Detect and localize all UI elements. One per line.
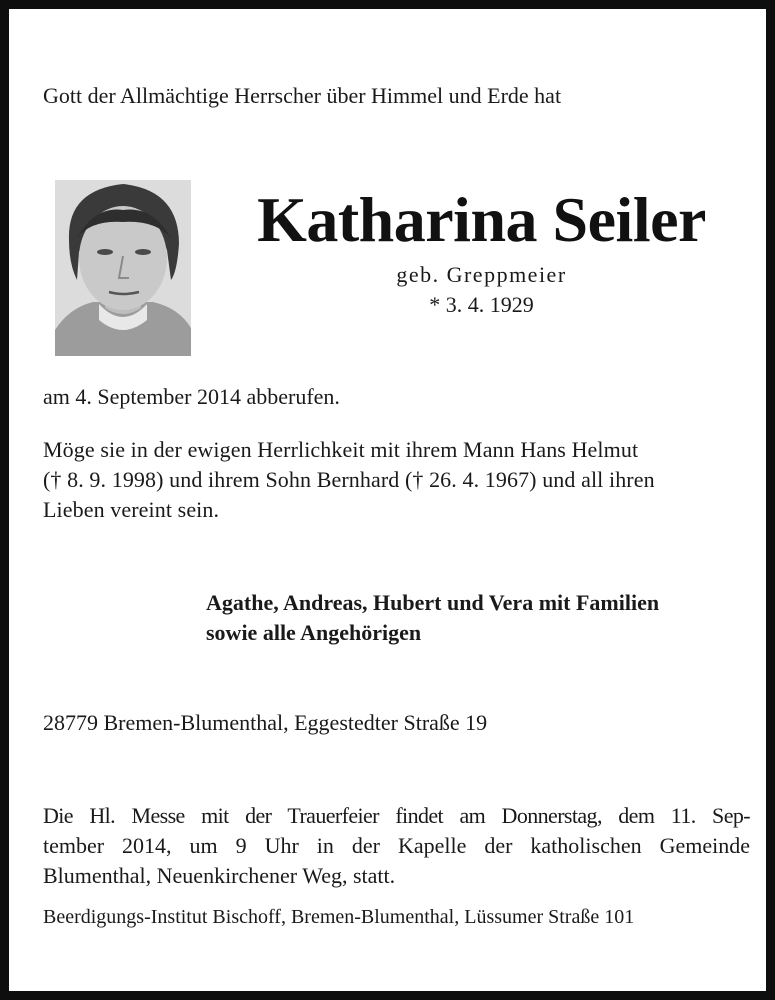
death-date-line: am 4. September 2014 abberufen.	[43, 384, 340, 409]
funeral-home-line: Beerdigungs-Institut Bischoff, Bremen-Blumenthal, Lüssumer Straße 101	[43, 906, 635, 928]
family-line: sowie alle Angehörigen	[206, 620, 422, 645]
prayer-line: († 8. 9. 1998) und ihrem Sohn Bernhard († 26. 4. 1967) und all ihren	[43, 467, 655, 492]
prayer-line: Möge sie in der ewigen Herrlichkeit mit ihrem Mann Hans Helmut	[43, 437, 639, 462]
mourning-address: 28779 Bremen-Blumenthal, Eggestedter Straße 19	[43, 710, 488, 735]
family-line: Agathe, Andreas, Hubert und Vera mit Familien	[206, 590, 660, 615]
mass-info-line: Blumenthal, Neuenkirchener Weg, statt.	[43, 863, 396, 888]
mass-info-line: tember 2014, um 9 Uhr in der Kapelle der katholischen Gemeinde	[43, 833, 750, 858]
birth-date: * 3. 4. 1929	[429, 292, 534, 317]
birth-name: geb. Greppmeier	[396, 262, 567, 287]
mass-info-line: Die Hl. Messe mit der Trauerfeier findet am Donnerstag, dem 11. Sep-	[43, 803, 750, 828]
portrait-photo	[55, 180, 191, 356]
prayer-line: Lieben vereint sein.	[43, 497, 220, 522]
intro-line: Gott der Allmächtige Herrscher über Himmel und Erde hat	[43, 83, 562, 108]
deceased-name: Katharina Seiler	[257, 184, 706, 255]
